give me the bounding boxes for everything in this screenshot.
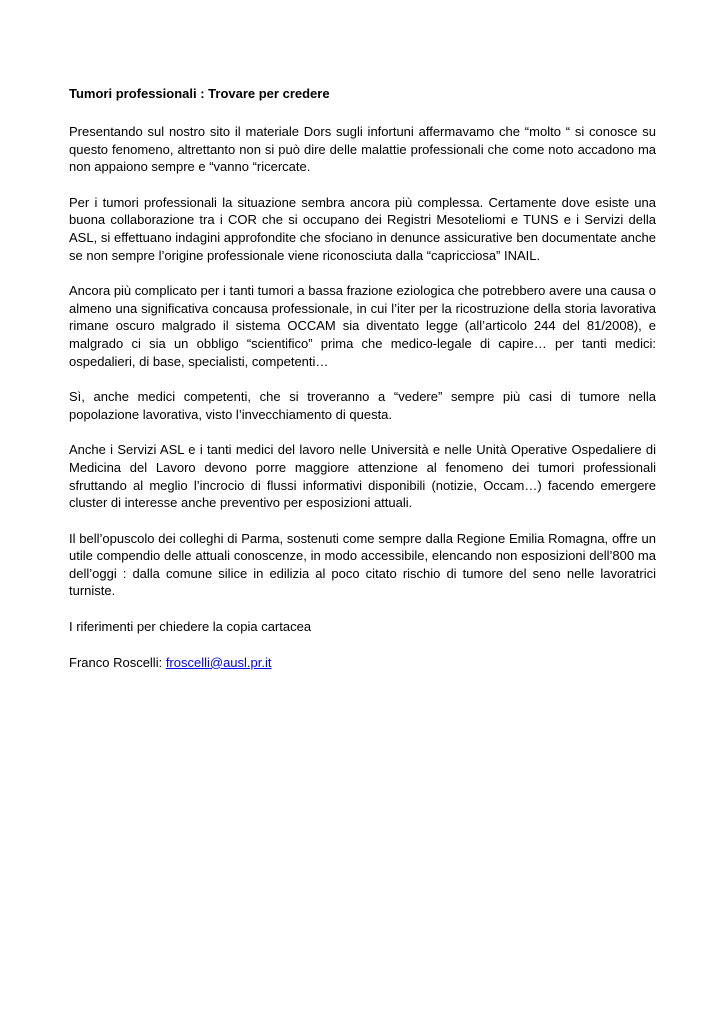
document-page xyxy=(69,85,656,689)
paragraph-3: Ancora più complicato per i tanti tumori a bassa frazione eziologica che potrebbero avere una causa o almeno una significativa concausa professionale, in cui l’iter per la ricostruzione della storia lavorativa rimane oscuro malgrado il sistema OCCAM sia diventato legge (all’articolo 244 del 81/2008), e malgrado ci sia un obbligo “scientifico” prima che medico-legale di capire… per tanti medici: ospedalieri, di base, specialisti, competenti… xyxy=(69,283,656,369)
paragraph-2: Per i tumori professionali la situazione sembra ancora più complessa. Certamente dove esiste una buona collaborazione tra i COR che si occupano dei Registri Mesoteliomi e TUNS e i Servizi della ASL, si effettuano indagini approfondite che sfociano in denunce assicurative ben documentate anche se non sempre l’origine professionale viene riconosciuta dalla “capricciosa” INAIL. xyxy=(69,194,656,263)
signature-line xyxy=(69,654,656,672)
paragraph-1: Presentando sul nostro sito il materiale Dors sugli infortuni affermavamo che “molto “ si conosce su questo fenomeno, altrettanto non si può dire delle malattie professionali che come noto accadono ma non appaiono sempre e “vanno “ricercate. xyxy=(69,124,656,175)
document-title: Tumori professionali : Trovare per credere xyxy=(69,86,330,101)
signature-name: Franco Roscelli: xyxy=(69,654,166,670)
paragraph-4: Sì, anche medici competenti, che si troveranno a “vedere” sempre più casi di tumore nella popolazione lavorativa, visto l’invecchiamento di questa. xyxy=(69,389,656,422)
paragraph-6: Il bell’opuscolo dei colleghi di Parma, sostenuti come sempre dalla Regione Emilia Romagna, offre un utile compendio delle attuali conoscenze, in modo accessibile, elencando non esposizioni dell’800 ma dell’oggi : dalla comune silice in edilizia al poco citato rischio di tumore del seno nelle lavoratrici turniste. xyxy=(69,530,656,599)
paragraph-5: Anche i Servizi ASL e i tanti medici del lavoro nelle Università e nelle Unità Operative Ospedaliere di Medicina del Lavoro devono porre maggiore attenzione al fenomeno dei tumori professionali sfruttando al meglio l’incrocio di flussi informativi disponibili (notizie, Occam…) facendo emergere cluster di interesse anche preventivo per esposizioni attuali. xyxy=(69,442,656,511)
email-link[interactable]: froscelli@ausl.pr.it xyxy=(165,654,272,670)
paragraph-7: I riferimenti per chiedere la copia cartacea xyxy=(69,619,312,635)
